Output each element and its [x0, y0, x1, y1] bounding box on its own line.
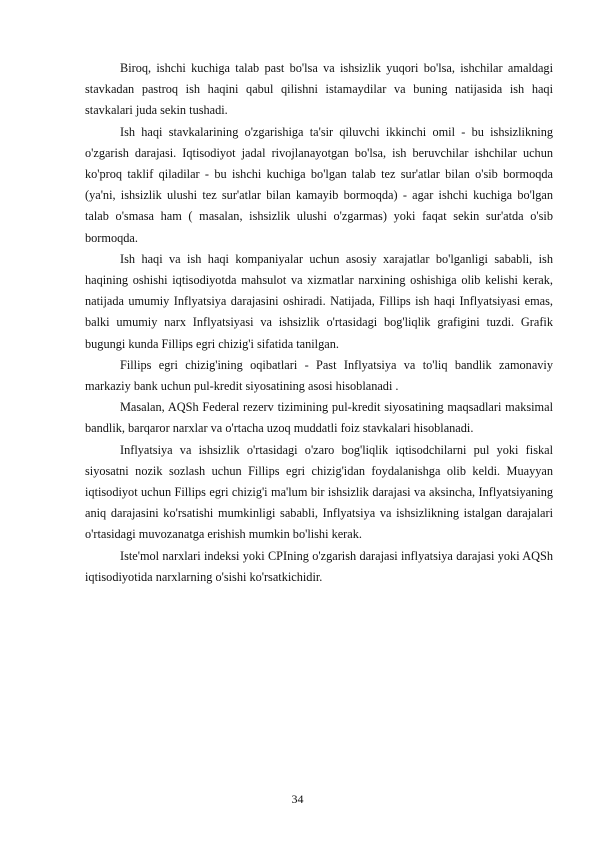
- paragraph: Inflyatsiya va ishsizlik o'rtasidagi o'zaro bog'liqlik iqtisodchilarni pul yoki fiskal siyosatni nozik sozlash uchun Fillips egri chizig'idan foydalanishga olib keldi. Muayyan iqtisodiyot uchun Fillips egri chizig'i ma'lum bir ishsizlik darajasi va aksincha, Inflyatsiyaning aniq darajasini ko'rsatishi mumkinligi sababli, Inflyatsiya va ishsizlikning istalgan darajalari o'rtasidagi muvozanatga erishish mumkin bo'lishi kerak.: [85, 442, 553, 542]
- document-body: [85, 58, 553, 588]
- paragraph: Ish haqi va ish haqi kompaniyalar uchun asosiy xarajatlar bo'lganligi sababli, ish haqining oshishi iqtisodiyotda mahsulot va xizmatlar narxining oshishiga olib kelishi kerak, natijada umumiy Inflyatsiya darajasini oshiradi. Natijada, Fillips ish haqi Inflyatsiyasi emas, balki umumiy narx Inflyatsiyasi va ishsizlik o'rtasidagi bog'liqlik grafigini tuzdi. Grafik bugungi kunda Fillips egri chizig'i sifatida tanilgan.: [85, 251, 553, 351]
- paragraph: Iste'mol narxlari indeksi yoki CPIning o'zgarish darajasi inflyatsiya darajasi yoki AQSh iqtisodiyotida narxlarning o'sishi ko'rsatkichidir.: [85, 548, 553, 584]
- paragraph: Biroq, ishchi kuchiga talab past bo'lsa va ishsizlik yuqori bo'lsa, ishchilar amaldagi stavkadan pastroq ish haqini qabul qilishni istamaydilar va buning natijasida ish haqi stavkalari juda sekin tushadi.: [85, 61, 553, 118]
- page-number: 34: [291, 792, 304, 806]
- paragraph: Ish haqi stavkalarining o'zgarishiga ta'sir qiluvchi ikkinchi omil - bu ishsizlikning o'zgarish darajasi. Iqtisodiyot jadal rivojlanayotgan bo'lsa, ish beruvchilar ishchilar uchun ko'proq taklif qiladilar - bu ishchi kuchiga bo'lgan talab tez sur'atlar bilan o'sib bormoqda (ya'ni, ishsizlik ulushi tez sur'atlar bilan kamayib bormoqda) - agar ishchi kuchiga bo'lgan talab o'smasa ham ( masalan, ishsizlik ulushi o'zgarmas) yoki faqat sekin sur'atda o'sib bormoqda.: [85, 124, 553, 245]
- paragraph: Fillips egri chizig'ining oqibatlari - Past Inflyatsiya va to'liq bandlik zamonaviy markaziy bank uchun pul-kredit siyosatining asosi hisoblanadi .: [85, 357, 553, 394]
- paragraph: Masalan, AQSh Federal rezerv tizimining pul-kredit siyosatining maqsadlari maksimal bandlik, barqaror narxlar va o'rtacha uzoq muddatli foiz stavkalari hisoblanadi.: [85, 400, 553, 436]
